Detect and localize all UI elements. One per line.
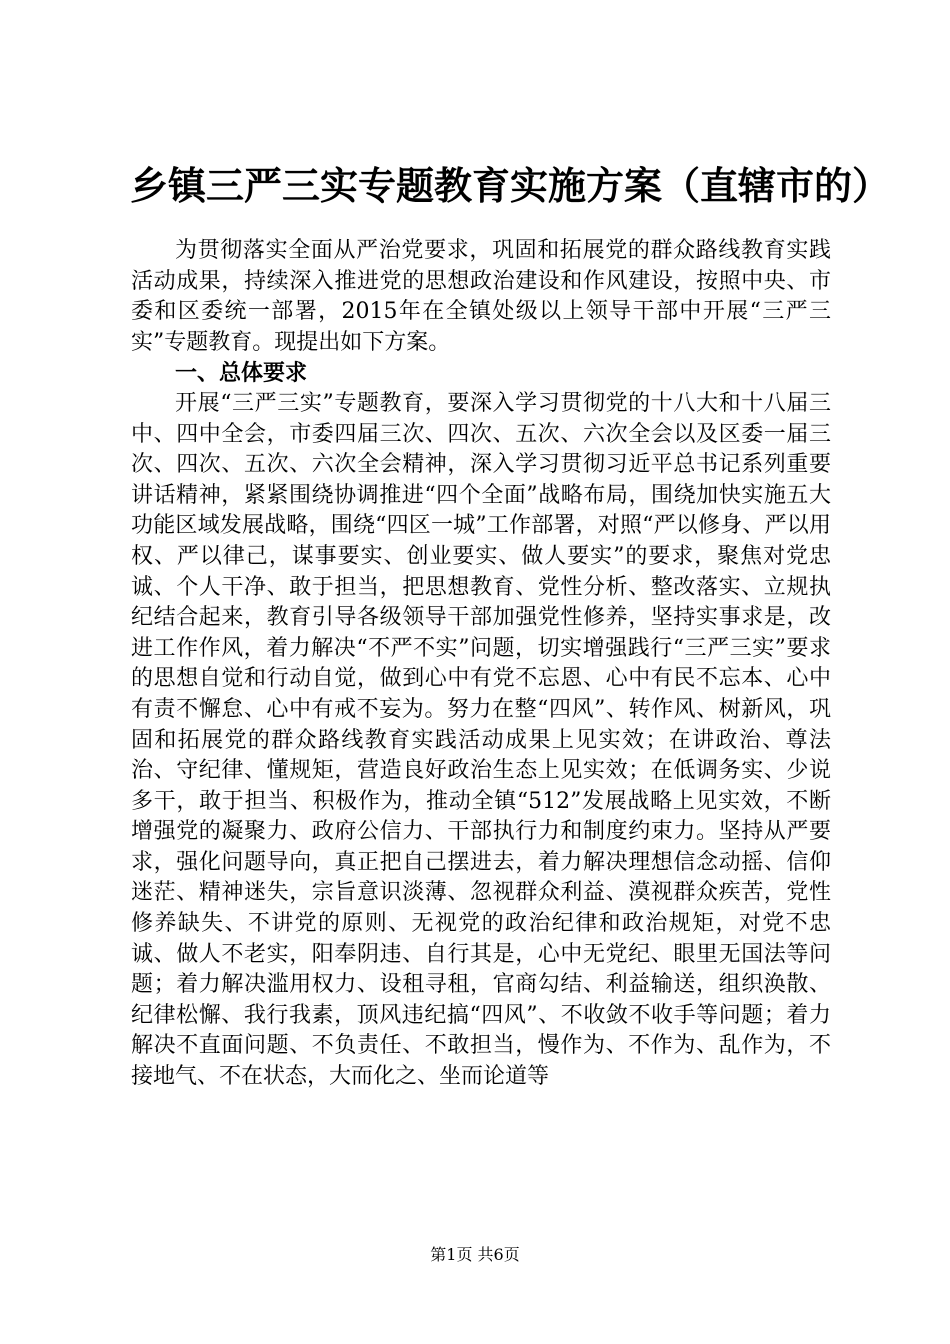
document-title: 乡镇三严三实专题教育实施方案（直辖市的）: [130, 163, 891, 208]
page-footer: [0, 1244, 950, 1266]
document-body: [131, 236, 831, 1093]
intro-paragraph: 为贯彻落实全面从严治党要求，巩固和拓展党的群众路线教育实践活动成果，持续深入推进党的思想政治建设和作风建设，按照中央、市委和区委统一部署，2015年在全镇处级以上领导干部中开展“三严三实”专题教育。现提出如下方案。: [131, 238, 831, 355]
section-heading: 一、总体要求: [175, 360, 308, 387]
section-paragraph: 开展“三严三实”专题教育，要深入学习贯彻党的十八大和十八届三中、四中全会，市委四届三次、四次、五次、六次全会以及区委一届三次、四次、五次、六次全会精神，深入学习贯彻习近平总书记系列重要讲话精神，紧紧围绕协调推进“四个全面”战略布局，围绕加快实施五大功能区域发展战略，围绕“四区一城”工作部署，对照“严以修身、严以用权、严以律己，谋事要实、创业要实、做人要实”的要求，聚焦对党忠诚、个人干净、敢于担当，把思想教育、党性分析、整改落实、立规执纪结合起来，教育引导各级领导干部加强党性修养，坚持实事求是，改进工作作风，着力解决“不严不实”问题，切实增强践行“三严三实”要求的思想自觉和行动自觉，做到心中有党不忘恩、心中有民不忘本、心中有责不懈怠、心中有戒不妄为。努力在整“四风”、转作风、树新风，巩固和拓展党的群众路线教育实践活动成果上见实效；在讲政治、尊法治、守纪律、懂规矩，营造良好政治生态上见实效；在低调务实、少说多干，敢于担当、积极作为，推动全镇“512”发展战略上见实效，不断增强党的凝聚力、政府公信力、干部执行力和制度约束力。坚持从严要求，强化问题导向，真正把自己摆进去，着力解决理想信念动摇、信仰迷茫、精神迷失，宗旨意识淡薄、忽视群众利益、漠视群众疾苦，党性修养缺失、不讲党的原则、无视党的政治纪律和政治规矩，对党不忠诚、做人不老实，阳奉阴违、自行其是，心中无党纪、眼里无国法等问题；着力解决滥用权力、设租寻租，官商勾结、利益输送，组织涣散、纪律松懈、我行我素，顶风违纪搞“四风”、不收敛不收手等问题；着力解决不直面问题、不负责任、不敢担当，慢作为、不作为、乱作为，不接地气、不在状态，大而化之、坐而论道等: [131, 390, 831, 1090]
page-indicator: 第1页 共6页: [430, 1245, 520, 1264]
